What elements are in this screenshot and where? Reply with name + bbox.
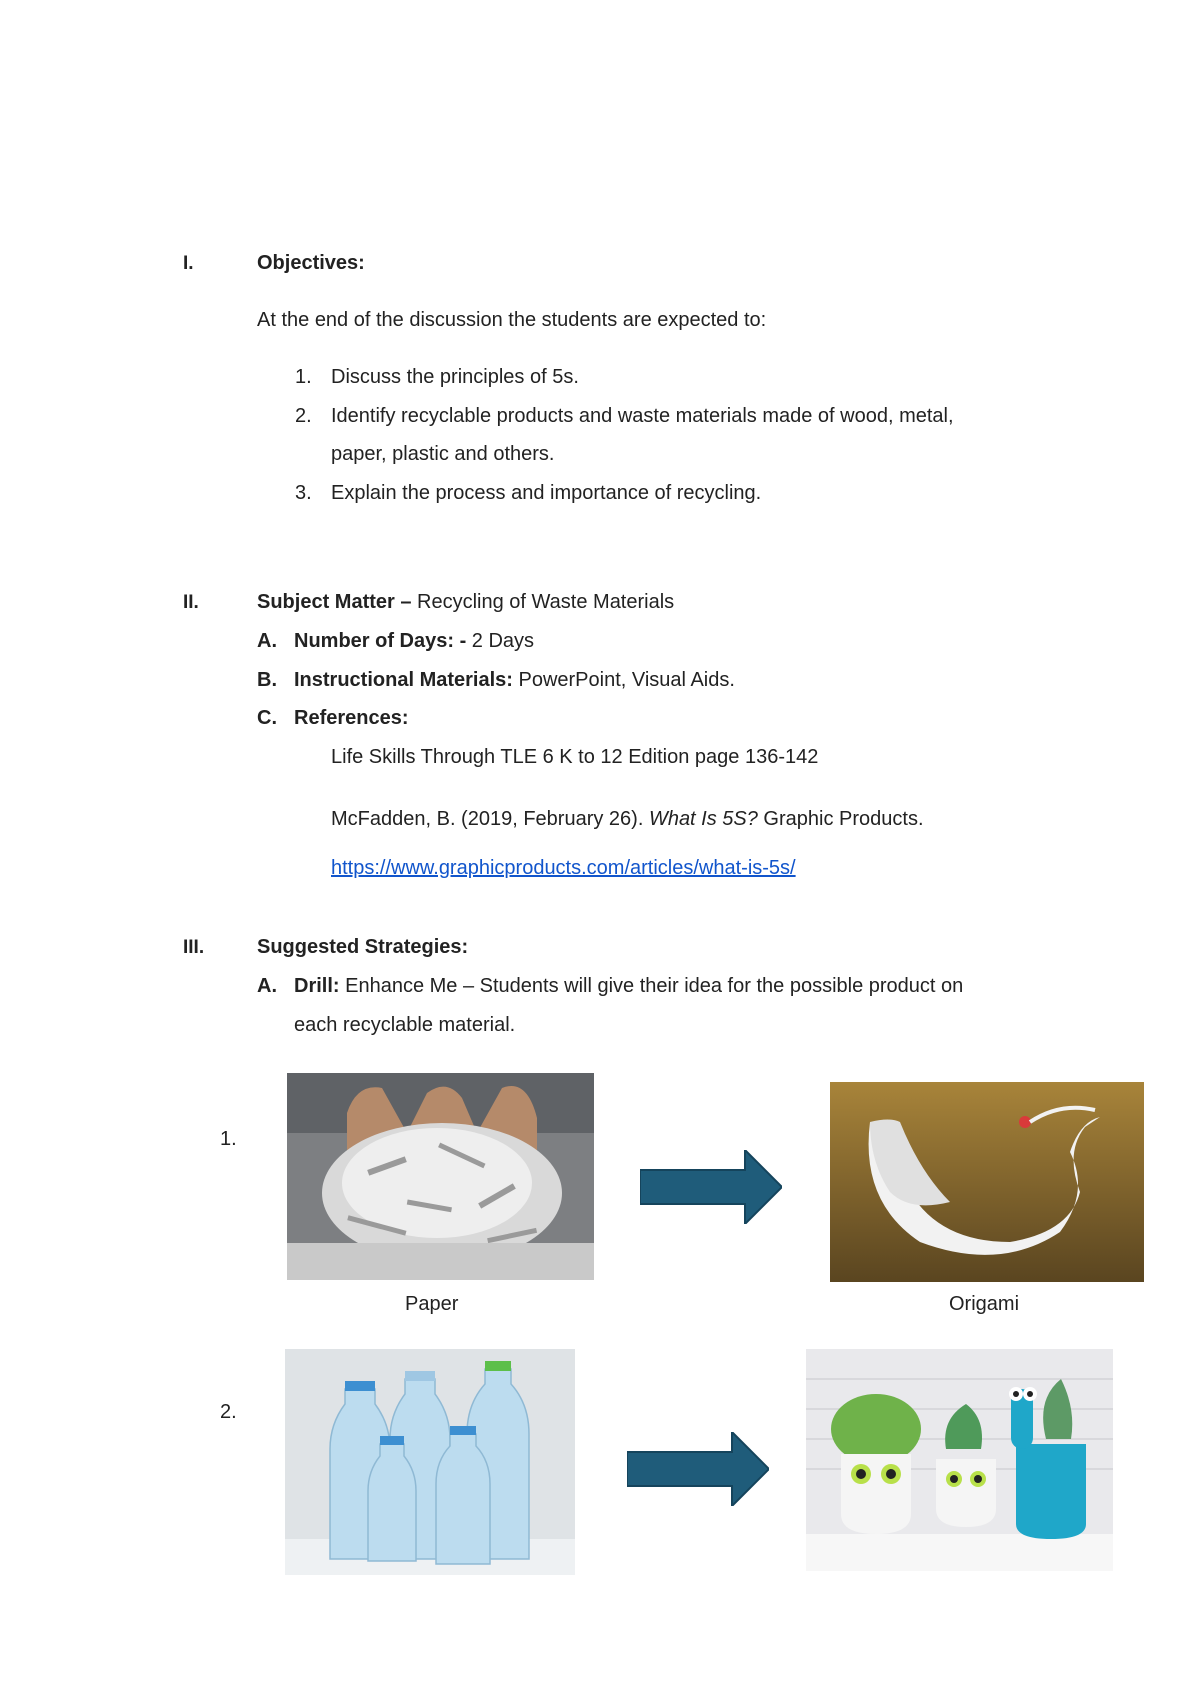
shredded-paper-photo (287, 1073, 594, 1280)
number-of-days-line: Number of Days: - 2 Days (294, 630, 535, 652)
bottle-planters-illustration (806, 1349, 1113, 1571)
objective-number: 3. (295, 482, 312, 504)
objectives-intro: At the end of the discussion the students are expected to: (257, 309, 767, 331)
origami-swan-illustration (830, 1082, 1144, 1282)
reference-1: Life Skills Through TLE 6 K to 12 Edition page 136-142 (331, 746, 819, 768)
origami-swan-photo (830, 1082, 1144, 1282)
section-2-numeral: II. (183, 592, 199, 613)
reference-2-url-link[interactable]: https://www.graphicproducts.com/articles/what-is-5s/ (331, 857, 796, 879)
references-letter: C. (257, 707, 277, 729)
objective-text: Discuss the principles of 5s. (331, 366, 579, 388)
plastic-bottles-photo (285, 1349, 575, 1575)
instructional-materials-line: Instructional Materials: PowerPoint, Visual Aids. (294, 669, 735, 691)
objective-number: 2. (295, 405, 312, 427)
section-3-title: Suggested Strategies: (257, 936, 469, 958)
shredded-paper-illustration (287, 1073, 594, 1280)
reference-2: McFadden, B. (2019, February 26). What Is 5S? Graphic Products. (331, 808, 924, 830)
example-number: 1. (220, 1128, 237, 1150)
plastic-bottles-illustration (285, 1349, 575, 1575)
section-1-title: Objectives: (257, 252, 365, 274)
instructional-materials-letter: B. (257, 669, 277, 691)
arrow-right-icon (640, 1150, 782, 1224)
section-1-numeral: I. (183, 253, 194, 274)
drill-line-continued: each recyclable material. (294, 1014, 516, 1036)
bottle-planters-photo (806, 1349, 1113, 1571)
objective-text: Explain the process and importance of recycling. (331, 482, 762, 504)
objective-number: 1. (295, 366, 312, 388)
references-label: References: (294, 707, 409, 729)
example-1-to-caption: Origami (949, 1293, 1020, 1315)
drill-line: Drill: Enhance Me – Students will give their idea for the possible product on (294, 975, 964, 997)
section-3-numeral: III. (183, 937, 205, 958)
objective-text-continued: paper, plastic and others. (331, 443, 555, 465)
objective-text: Identify recyclable products and waste materials made of wood, metal, (331, 405, 954, 427)
example-number: 2. (220, 1401, 237, 1423)
arrow-right-icon (627, 1432, 769, 1506)
example-1-from-caption: Paper (405, 1293, 459, 1315)
subject-matter-line: Subject Matter – Recycling of Waste Materials (257, 591, 675, 613)
drill-letter: A. (257, 975, 277, 997)
number-of-days-letter: A. (257, 630, 277, 652)
